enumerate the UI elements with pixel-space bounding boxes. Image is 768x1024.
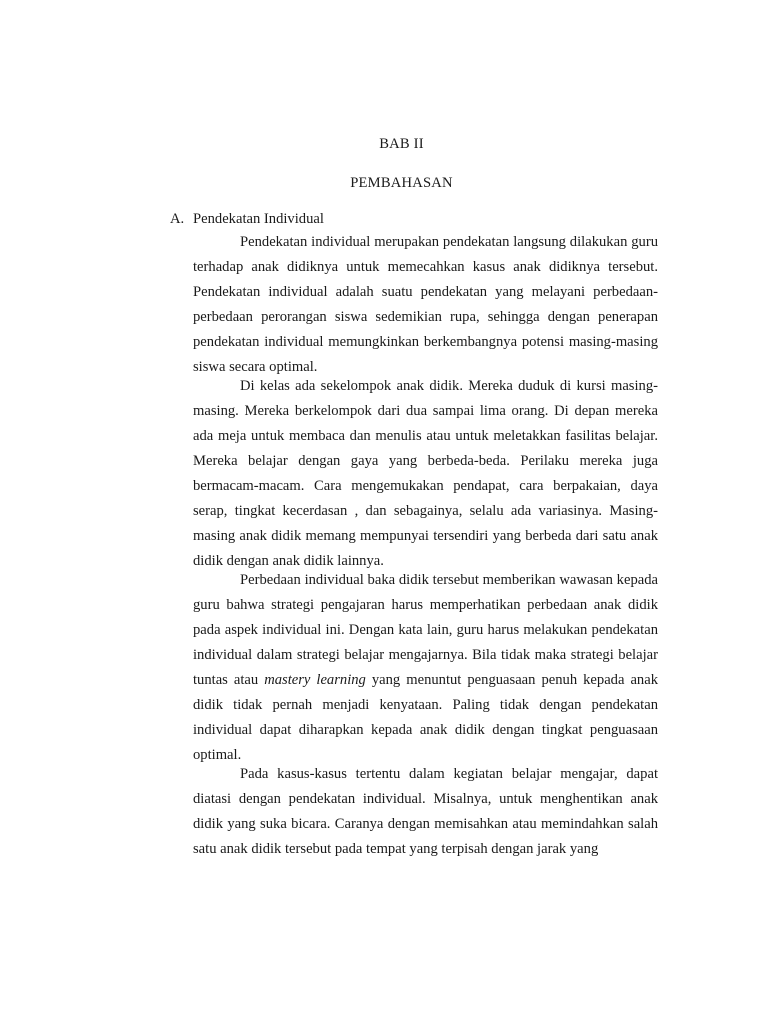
chapter-title: PEMBAHASAN xyxy=(350,175,453,191)
paragraph-text: Perbedaan individual baka didik tersebut memberikan wawasan kepada guru bahwa strategi pengajaran harus memperhatikan perbedaan anak didik pada aspek individual ini. Dengan kata lain, guru harus melakukan pendekatan individual dalam strategi belajar mengajarnya. Bila tidak maka strategi belajar tuntas atau xyxy=(193,572,658,688)
section-heading xyxy=(170,211,324,228)
section-title: Pendekatan Individual xyxy=(193,211,324,227)
paragraph xyxy=(193,568,658,768)
paragraph: Di kelas ada sekelompok anak didik. Mereka duduk di kursi masing-masing. Mereka berkelompok dari dua sampai lima orang. Di depan mereka ada meja untuk membaca dan menulis atau untuk meletakkan fasilitas belajar. Mereka belajar dengan gaya yang berbeda-beda. Perilaku mereka juga bermacam-macam. Cara mengemukakan pendapat, cara berpakaian, daya serap, tingkat kecerdasan , dan sebagainya, selalu ada variasinya. Masing-masing anak didik memang mempunyai tersendiri yang berbeda dari satu anak didik dengan anak didik lainnya. xyxy=(193,378,658,569)
body-text xyxy=(193,230,658,856)
paragraph: Pada kasus-kasus tertentu dalam kegiatan belajar mengajar, dapat diatasi dengan pendekatan individual. Misalnya, untuk menghentikan anak didik yang suka bicara. Caranya dengan memisahkan atau memindahkan salah satu anak didik tersebut pada tempat yang terpisah dengan jarak yang xyxy=(193,766,658,857)
chapter-number: BAB II xyxy=(379,136,424,152)
paragraph: Pendekatan individual merupakan pendekatan langsung dilakukan guru terhadap anak didiknya untuk memecahkan kasus anak didiknya tersebut. Pendekatan individual adalah suatu pendekatan yang melayani perbedaan-perbedaan perorangan siswa sedemikian rupa, sehingga dengan penerapan pendekatan individual memungkinkan berkembangnya potensi masing-masing siswa secara optimal. xyxy=(193,234,658,375)
paragraph-text: yang menuntut penguasaan penuh kepada anak didik tidak pernah menjadi kenyataan. Paling tidak dengan pendekatan individual dapat diharapkan kepada anak didik dengan tingkat penguasaan optimal. xyxy=(193,672,658,763)
section-number: A. xyxy=(170,211,185,227)
emphasis-term: mastery learning xyxy=(264,672,366,688)
